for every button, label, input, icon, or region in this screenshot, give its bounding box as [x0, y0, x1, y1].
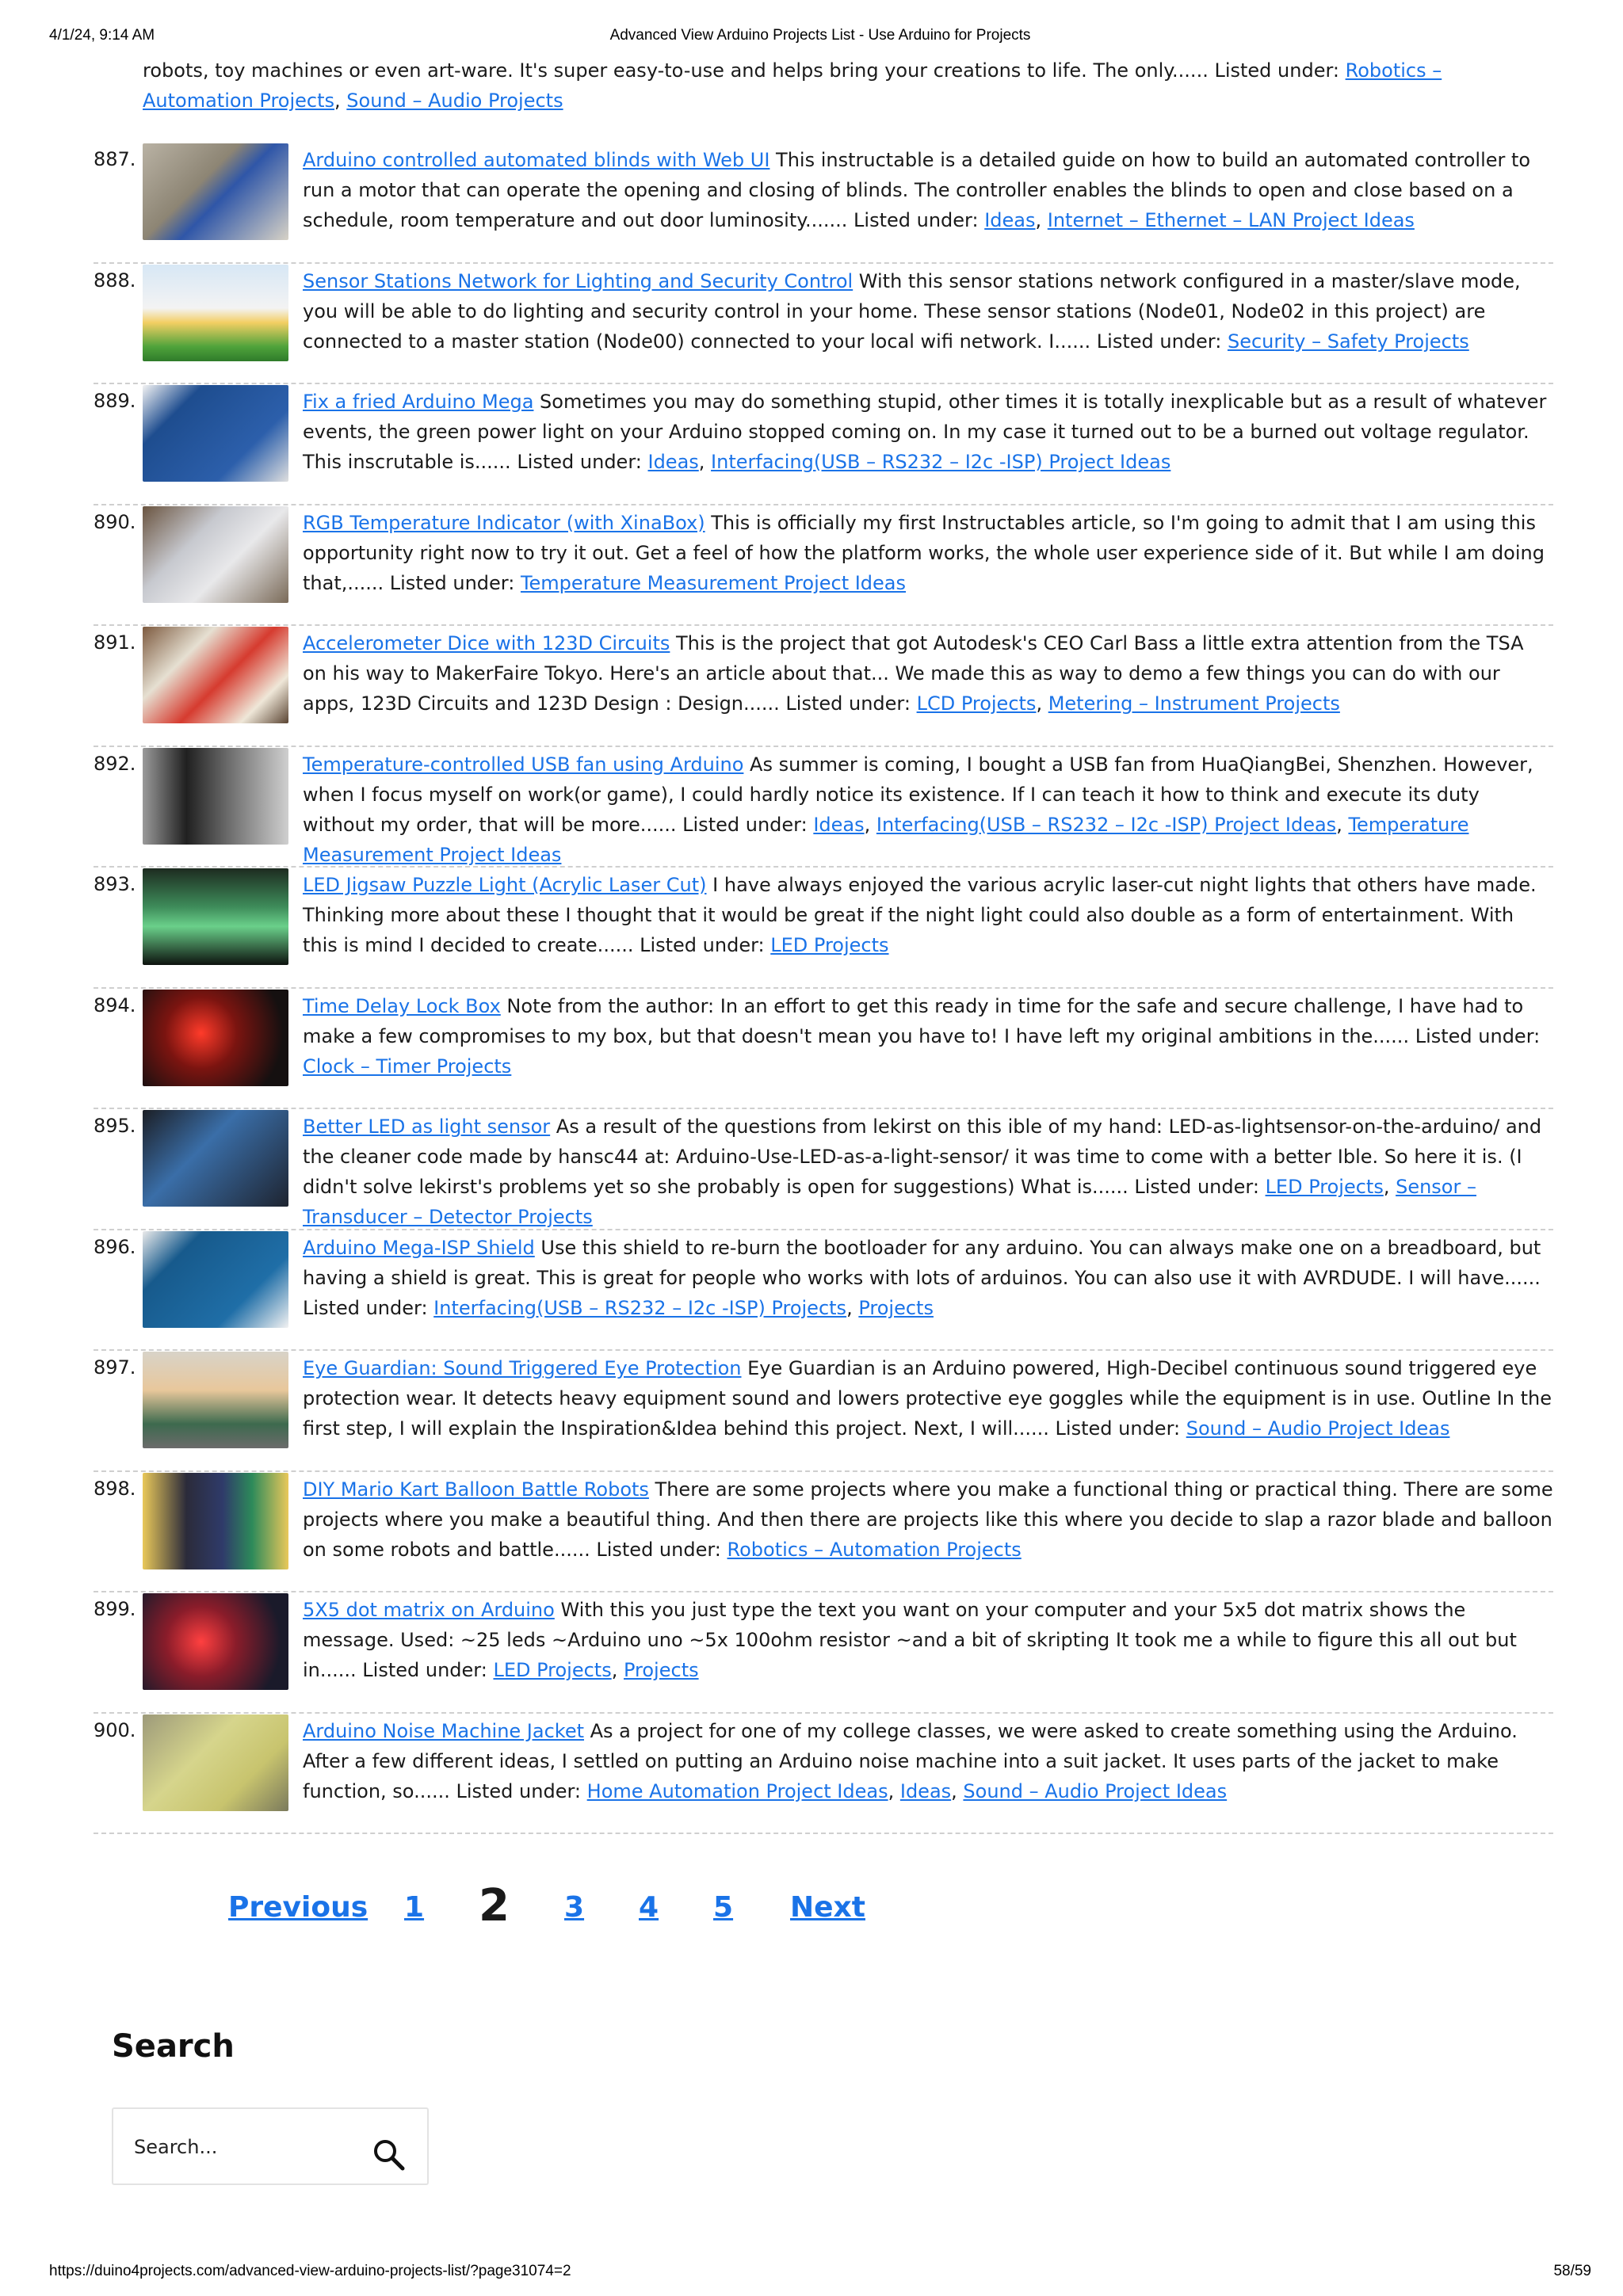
project-category-link[interactable]: Interfacing(USB – RS232 – I2c -ISP) Projects [433, 1296, 847, 1319]
project-category-link[interactable]: Interfacing(USB – RS232 – I2c -ISP) Project Ideas [711, 451, 1171, 473]
project-number: 895. [94, 1115, 136, 1137]
project-category-link[interactable]: Projects [858, 1296, 934, 1319]
project-list [94, 143, 1553, 1834]
pagination-next[interactable]: Next [790, 1891, 865, 1924]
project-number: 888. [94, 269, 136, 292]
project-row [94, 747, 1553, 868]
project-thumbnail[interactable] [143, 990, 288, 1086]
project-category-link[interactable]: Sound – Audio Project Ideas [1186, 1417, 1450, 1440]
project-category-link[interactable]: Temperature Measurement Project Ideas [520, 571, 907, 594]
project-description: Temperature-controlled USB fan using Arduino As summer is coming, I bought a USB fan from HuaQiangBei, Shenzhen. However, when I focus myself on work(or game), I could hardly notice its existence. If I can teach it how to think and execute its duty without my order, that will be more...... Listed under: Ideas, Interfacing(USB – RS232 – I2c -ISP) Project Ideas, Temperature Measurement Project Ideas [303, 753, 1533, 866]
lead-paragraph: robots, toy machines or even art-ware. It's super easy-to-use and helps bring your creations to life. The only...... Listed under: Robotics – Automation Projects, Sound – Audio Projects [143, 59, 1442, 112]
project-category-link[interactable]: Robotics – Automation Projects [727, 1538, 1022, 1561]
pagination-previous[interactable]: Previous [228, 1891, 369, 1924]
project-description [303, 266, 1553, 357]
print-date: 4/1/24, 9:14 AM [49, 27, 155, 44]
project-summary: Sometimes you may do something stupid, other times it is totally inexplicable but as a result of whatever events, the green power light on your Arduino stopped coming on. In my case it turned out to be a burned out voltage regulator. This inscrutable is...... Listed under: [303, 391, 1547, 473]
project-thumbnail[interactable] [143, 385, 288, 482]
project-title-link[interactable]: Arduino Mega-ISP Shield [303, 1236, 535, 1259]
project-category-link[interactable]: Ideas [647, 451, 699, 473]
project-thumbnail[interactable] [143, 506, 288, 603]
project-row [94, 1109, 1553, 1230]
project-category-link[interactable]: Internet – Ethernet – LAN Project Ideas [1047, 209, 1415, 231]
project-category-link[interactable]: Home Automation Project Ideas [586, 1779, 888, 1802]
project-thumbnail[interactable] [143, 748, 288, 845]
project-title-link[interactable]: Arduino controlled automated blinds with Web UI [303, 149, 770, 171]
project-description [303, 1353, 1553, 1444]
project-summary: I have always enjoyed the various acrylic laser-cut night lights that others have made. Thinking more about these I thought that it would be great if the night light could also double as a form of entertainment. With this is mind I decided to create...... Listed under: [303, 874, 1537, 956]
project-thumbnail[interactable] [143, 1473, 288, 1569]
project-title-link[interactable]: Temperature-controlled USB fan using Arduino [303, 753, 744, 776]
lead-category-link[interactable]: Sound – Audio Projects [346, 90, 563, 112]
project-row [94, 989, 1553, 1110]
pagination-page-3[interactable]: 3 [564, 1891, 585, 1924]
project-number: 891. [94, 631, 136, 654]
project-summary: Eye Guardian is an Arduino powered, High-Decibel continuous sound triggered eye protection wear. It detects heavy equipment sound and lowers protective eye goggles while the equipment is in use. Outline In the first step, I will explain the Inspiration&Idea behind this project. Next, I will...... Listed under: [303, 1357, 1552, 1440]
project-row [94, 1472, 1553, 1593]
project-description: 5X5 dot matrix on Arduino With this you just type the text you want on your computer and your 5x5 dot matrix shows the message. Used: ~25 leds ~Arduino uno ~5x 100ohm resistor ~and a bit of skripting It took me a while to figure this all out but in...... Listed under: LED Projects, Projects [303, 1599, 1517, 1681]
project-title-link[interactable]: Fix a fried Arduino Mega [303, 391, 534, 413]
project-summary: With this you just type the text you want on your computer and your 5x5 dot matrix shows the message. Used: ~25 leds ~Arduino uno ~5x 100ohm resistor ~and a bit of skripting It took me a while to figure this all out but in...... Listed under: [303, 1599, 1517, 1681]
project-title-link[interactable]: DIY Mario Kart Balloon Battle Robots [303, 1478, 649, 1501]
project-summary: Note from the author: In an effort to get this ready in time for the safe and secure challenge, I have had to make a few compromises to my box, but that doesn't mean you have to! I have left my original ambitions in the...... Listed under: [303, 994, 1541, 1047]
project-row [94, 1592, 1553, 1714]
project-description: Arduino Mega-ISP Shield Use this shield to re-burn the bootloader for any arduino. You can always make one on a breadboard, but having a shield is great. This is great for people who works with lots of arduinos. You can also use it with AVRDUDE. I will have...... Listed under: Interfacing(USB – RS232 – I2c -ISP) Projects, Projects [303, 1236, 1541, 1319]
print-url: https://duino4projects.com/advanced-view-arduino-projects-list/?page31074=2 [49, 2263, 571, 2279]
project-title-link[interactable]: Better LED as light sensor [303, 1116, 551, 1138]
project-thumbnail[interactable] [143, 1593, 288, 1690]
project-number: 899. [94, 1598, 136, 1620]
print-page-number: 58/59 [1553, 2263, 1591, 2279]
project-category-link[interactable]: Projects [623, 1659, 699, 1681]
project-description [303, 508, 1553, 598]
project-row [94, 626, 1553, 747]
print-header [49, 27, 1591, 51]
project-category-link[interactable]: Ideas [813, 813, 865, 836]
project-description [303, 870, 1553, 960]
project-title-link[interactable]: 5X5 dot matrix on Arduino [303, 1599, 555, 1621]
project-category-link[interactable]: LED Projects [493, 1659, 612, 1681]
project-summary: There are some projects where you make a functional thing or practical thing. There are some projects where you make a beautiful thing. And then there are projects like this where you decide to slap a razor blade and balloon on some robots and battle...... Listed under: [303, 1478, 1553, 1561]
project-description: Fix a fried Arduino Mega Sometimes you may do something stupid, other times it is totally inexplicable but as a result of whatever events, the green power light on your Arduino stopped coming on. In my case it turned out to be a burned out voltage regulator. This inscrutable is...... Listed under: Ideas, Interfacing(USB – RS232 – I2c -ISP) Project Ideas [303, 391, 1547, 473]
project-thumbnail[interactable] [143, 868, 288, 965]
project-title-link[interactable]: Time Delay Lock Box [303, 994, 501, 1017]
project-category-link[interactable]: Temperature Measurement Project Ideas [303, 813, 1469, 866]
project-number: 896. [94, 1235, 136, 1258]
search-icon[interactable] [372, 2138, 407, 2172]
project-description [303, 991, 1553, 1081]
project-category-link[interactable]: Interfacing(USB – RS232 – I2c -ISP) Project Ideas [876, 813, 1337, 836]
project-number: 887. [94, 148, 136, 170]
project-summary: This is officially my first Instructables article, so I'm going to admit that I am using this opportunity right now to try it out. Get a feel of how the platform works, the whole user experience side of it. But while I am doing that,...... Listed under: [303, 511, 1545, 594]
project-category-link[interactable]: Metering – Instrument Projects [1048, 692, 1340, 715]
project-title-link[interactable]: Accelerometer Dice with 123D Circuits [303, 632, 670, 654]
project-number: 894. [94, 994, 136, 1016]
project-row [94, 143, 1553, 264]
project-summary: As a result of the questions from lekirst on this ible of my hand: LED-as-lightsensor-on-the-arduino/ and the cleaner code made by hansc44 at: Arduino-Use-LED-as-a-light-sensor/ it was time to come with a better Ible. So here it is. (I didn't solve lekirst's problems yet so she probably is open for suggestions) What is...... Listed under: [303, 1116, 1542, 1198]
project-thumbnail[interactable] [143, 265, 288, 361]
print-footer [49, 2263, 1591, 2286]
project-category-link[interactable]: LCD Projects [916, 692, 1037, 715]
project-thumbnail[interactable] [143, 1352, 288, 1448]
project-number: 898. [94, 1477, 136, 1500]
project-row [94, 264, 1553, 385]
print-title: Advanced View Arduino Projects List - Use Arduino for Projects [609, 27, 1031, 44]
project-category-link[interactable]: Clock – Timer Projects [303, 1055, 512, 1077]
project-row [94, 1230, 1553, 1352]
lead-category-link[interactable]: Robotics – Automation Projects [143, 59, 1442, 112]
project-row [94, 384, 1553, 505]
pagination-page-4[interactable]: 4 [639, 1891, 659, 1924]
project-thumbnail[interactable] [143, 1231, 288, 1328]
project-summary: Use this shield to re-burn the bootloader for any arduino. You can always make one on a breadboard, but having a shield is great. This is great for people who works with lots of arduinos. You can also use it with AVRDUDE. I will have...... Listed under: [303, 1236, 1541, 1319]
search-box [112, 2107, 429, 2185]
project-summary: With this sensor stations network configured in a master/slave mode, you will be able to do lighting and security control in your home. These sensor stations (Node01, Node02 in this project) are connected to a master station (Node00) connected to your local wifi network. I...... Listed under: [303, 269, 1521, 353]
project-row [94, 868, 1553, 989]
project-title-link[interactable]: RGB Temperature Indicator (with XinaBox) [303, 511, 705, 534]
project-thumbnail[interactable] [143, 627, 288, 723]
project-thumbnail[interactable] [143, 143, 288, 240]
project-title-link[interactable]: Arduino Noise Machine Jacket [303, 1719, 584, 1742]
project-summary: As a project for one of my college classes, we were asked to create something using the Arduino. After a few different ideas, I settled on putting an Arduino noise machine into a suit jacket. It uses parts of the jacket to make function, so...... Listed under: [303, 1719, 1518, 1802]
project-summary: As summer is coming, I bought a USB fan from HuaQiangBei, Shenzhen. However, when I focus myself on work(or game), I could hardly notice its existence. If I can teach it how to think and execute its duty without my order, that will be more...... Listed under: [303, 753, 1533, 836]
project-summary: This instructable is a detailed guide on how to build an automated controller to run a motor that can operate the opening and closing of blinds. The controller enables the blinds to open and close based on a schedule, room temperature and out door luminosity....... Listed under: [303, 149, 1531, 231]
project-description: Arduino controlled automated blinds with Web UI This instructable is a detailed guide on how to build an automated controller to run a motor that can operate the opening and closing of blinds. The controller enables the blinds to open and close based on a schedule, room temperature and out door luminosity....... Listed under: Ideas, Internet – Ethernet – LAN Project Ideas [303, 149, 1531, 231]
pagination [143, 1874, 1094, 1953]
project-row [94, 505, 1553, 627]
project-number: 897. [94, 1356, 136, 1379]
pagination-page-1[interactable]: 1 [404, 1891, 425, 1924]
project-title-link[interactable]: LED Jigsaw Puzzle Light (Acrylic Laser Cut) [303, 874, 707, 896]
lead-text: robots, toy machines or even art-ware. It's super easy-to-use and helps bring your creations to life. The only...... Listed under: [143, 59, 1346, 82]
project-number: 893. [94, 873, 136, 895]
project-title-link[interactable]: Sensor Stations Network for Lighting and Security Control [303, 269, 854, 292]
search-heading: Search [112, 2028, 235, 2065]
project-category-link[interactable]: Ideas [899, 1779, 952, 1802]
project-description: Better LED as light sensor As a result of the questions from lekirst on this ible of my hand: LED-as-lightsensor-on-the-arduino/ and the cleaner code made by hansc44 at: Arduino-Use-LED-as-a-light-sensor/ it was time to come with a better Ible. So here it is. (I didn't solve lekirst's problems yet so she probably is open for suggestions) What is...... Listed under: LED Projects, Sensor – Transducer – Detector Projects [303, 1116, 1542, 1228]
project-number: 890. [94, 510, 136, 533]
project-category-link[interactable]: LED Projects [1265, 1176, 1384, 1198]
project-description: Accelerometer Dice with 123D Circuits This is the project that got Autodesk's CEO Carl Bass a little extra attention from the TSA on his way to MakerFaire Tokyo. Here's an article about that... We made this as way to demo a few things you can do with our apps, 123D Circuits and 123D Design : Design...... Listed under: LCD Projects, Metering – Instrument Projects [303, 632, 1524, 715]
project-category-link[interactable]: Sensor – Transducer – Detector Projects [303, 1176, 1476, 1228]
project-category-link[interactable]: LED Projects [770, 934, 889, 956]
project-number: 900. [94, 1718, 136, 1741]
pagination-page-5[interactable]: 5 [713, 1891, 734, 1924]
project-summary: This is the project that got Autodesk's CEO Carl Bass a little extra attention from the TSA on his way to MakerFaire Tokyo. Here's an article about that... We made this as way to demo a few things you can do with our apps, 123D Circuits and 123D Design : Design...... Listed under: [303, 632, 1524, 715]
project-description: Arduino Noise Machine Jacket As a project for one of my college classes, we were asked to create something using the Arduino. After a few different ideas, I settled on putting an Arduino noise machine into a suit jacket. It uses parts of the jacket to make function, so...... Listed under: Home Automation Project Ideas, Ideas, Sound – Audio Project Ideas [303, 1719, 1518, 1802]
pagination-current-page: 2 [479, 1880, 510, 1932]
project-category-link[interactable]: Sound – Audio Project Ideas [963, 1779, 1228, 1802]
search-input[interactable] [134, 2131, 364, 2163]
project-title-link[interactable]: Eye Guardian: Sound Triggered Eye Protection [303, 1357, 742, 1379]
project-number: 889. [94, 390, 136, 412]
project-thumbnail[interactable] [143, 1714, 288, 1811]
project-number: 892. [94, 752, 136, 775]
project-thumbnail[interactable] [143, 1110, 288, 1207]
project-row [94, 1351, 1553, 1472]
project-description [303, 1474, 1553, 1565]
project-category-link[interactable]: Security – Safety Projects [1227, 330, 1469, 353]
project-category-link[interactable]: Ideas [984, 209, 1036, 231]
project-row [94, 1714, 1553, 1835]
